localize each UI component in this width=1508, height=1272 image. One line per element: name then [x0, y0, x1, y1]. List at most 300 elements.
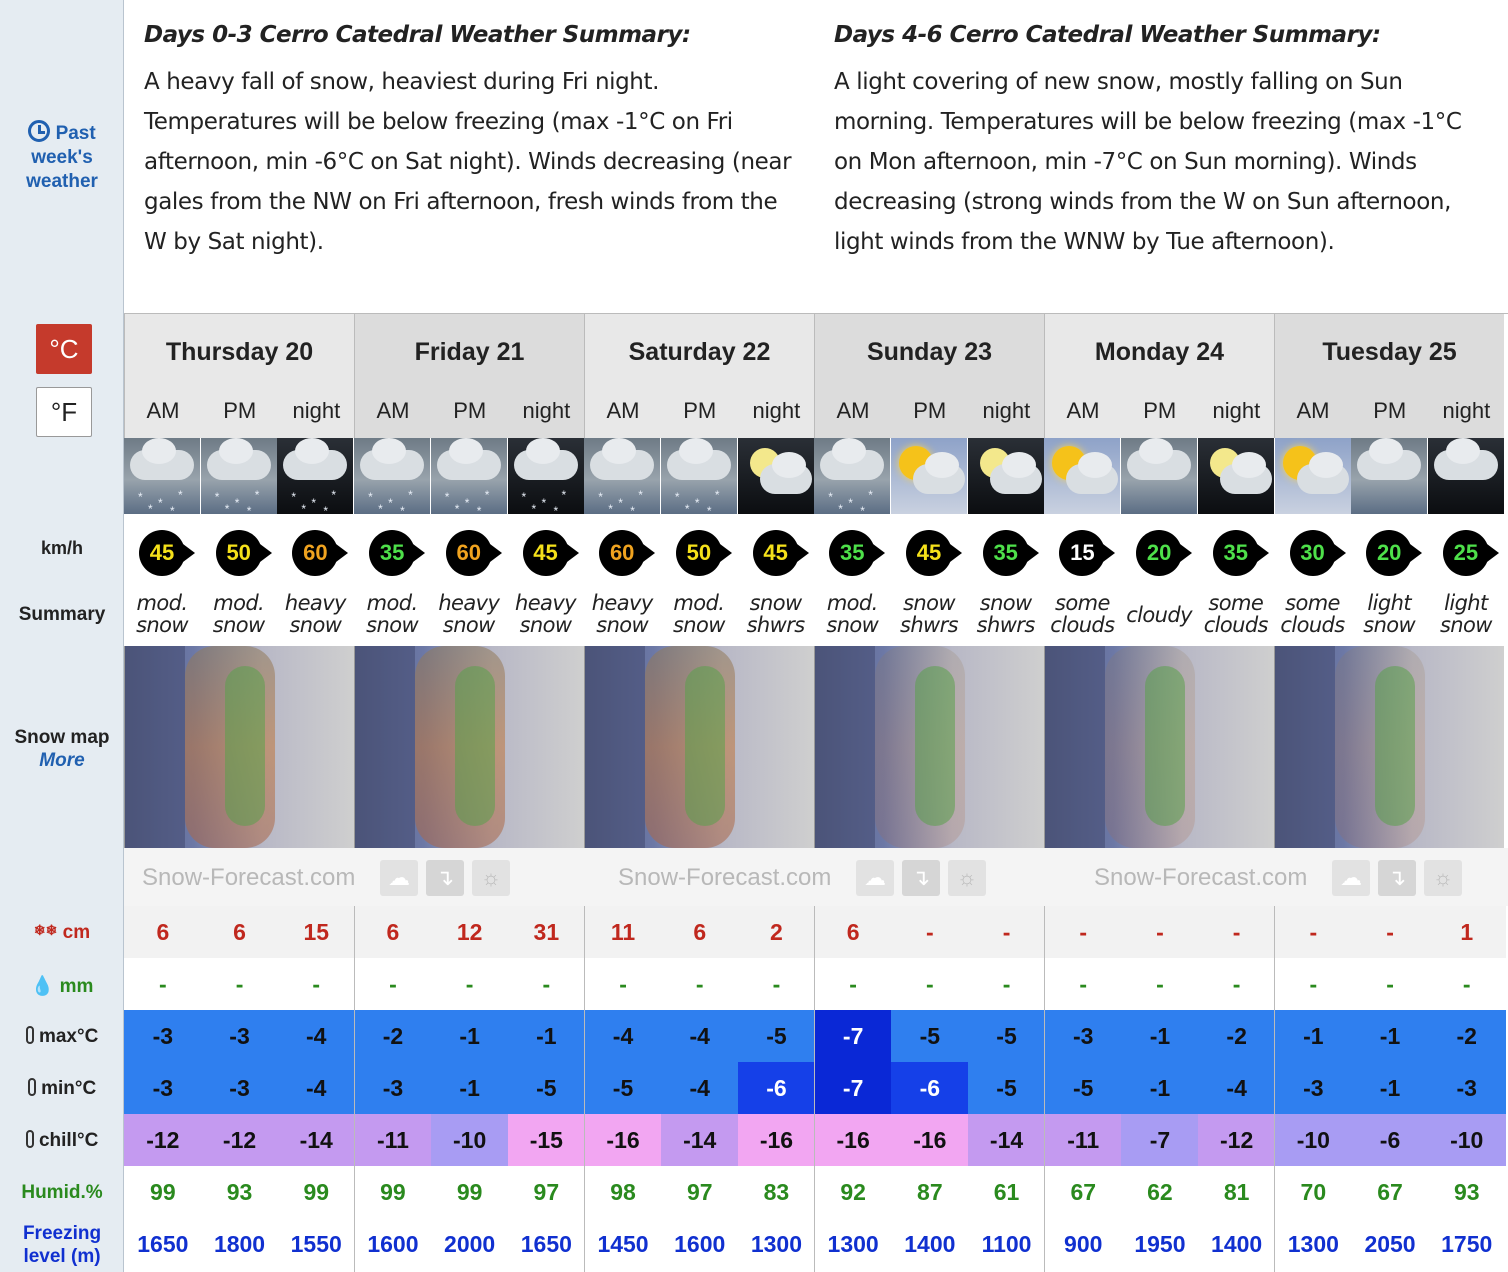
snow-map-image[interactable]: [354, 646, 584, 848]
freezing-level-cell: 1600: [354, 1218, 432, 1270]
snow-map-image[interactable]: [1274, 646, 1504, 848]
map-light-snow: [915, 666, 955, 826]
min-temp-label: min°C: [0, 1078, 124, 1100]
past-weeks-weather-link[interactable]: Past week's weather: [0, 120, 124, 194]
wind-indicator: [277, 522, 353, 584]
max-temp-cell: -2: [354, 1010, 432, 1062]
wind-speed-disc: 35: [983, 530, 1029, 576]
cloud-map-icon[interactable]: ☁: [380, 860, 418, 896]
humidity-cell: 67: [1351, 1166, 1429, 1218]
wind-indicator: [1351, 522, 1427, 584]
period-label: night: [1442, 398, 1491, 423]
map-footer: [1076, 848, 1508, 906]
map-light-snow: [685, 666, 725, 826]
snowflake-icon: *: [464, 496, 470, 510]
wind-indicator: [508, 522, 584, 584]
wind-speed-disc: 35: [829, 530, 875, 576]
freezing-level-cell: 1550: [277, 1218, 355, 1270]
freezing-level-cell: 1300: [814, 1218, 892, 1270]
weather-summary-text: [354, 592, 430, 636]
chill-temp-cell: -15: [508, 1114, 586, 1166]
summary-word: snow: [289, 613, 342, 637]
cloud-icon: [1220, 464, 1272, 494]
day-separator: [354, 906, 355, 1272]
day-name: Saturday 22: [628, 338, 771, 366]
period-label: night: [522, 398, 571, 423]
day-name: Friday 21: [414, 338, 525, 366]
map-light-snow: [1145, 666, 1185, 826]
rain-mm-cell: -: [508, 958, 586, 1010]
snowflake-icon: *: [541, 496, 547, 510]
snowflake-icon: *: [148, 502, 153, 516]
moon-cloud-icon: [738, 438, 814, 514]
snowflake-icon: *: [706, 504, 712, 518]
chill-temp-cell: -12: [124, 1114, 202, 1166]
cloud-icon: [283, 450, 347, 480]
chill-temp-cell: -10: [431, 1114, 509, 1166]
rain-mm-cell: -: [1198, 958, 1276, 1010]
humidity-cell: 83: [738, 1166, 816, 1218]
max-temp-cell: -4: [584, 1010, 662, 1062]
max-temp-cell: -7: [814, 1010, 892, 1062]
fahrenheit-button[interactable]: °F: [36, 387, 92, 437]
sun-cloud-icon: [1044, 438, 1120, 514]
rain-mm-cell: -: [277, 958, 355, 1010]
weather-summary-text: [584, 592, 660, 636]
chill-temp-cell: -12: [1198, 1114, 1276, 1166]
summary-word: snow: [903, 591, 955, 615]
wind-speed-disc: 45: [906, 530, 952, 576]
wind-speed-disc: 45: [139, 530, 185, 576]
weather-summary-text: [201, 592, 277, 636]
summary-word: cloudy: [1126, 603, 1192, 627]
period-label: AM: [146, 398, 180, 423]
max-temp-cell: -3: [1044, 1010, 1122, 1062]
temperature-map-icon[interactable]: ☼: [472, 860, 510, 896]
summary-word: snow: [136, 613, 188, 637]
snowflake-icon: *: [444, 490, 450, 504]
snow-cm-cell: -: [1198, 906, 1276, 958]
summary-word: clouds: [1203, 613, 1268, 637]
summary-word: some: [1208, 591, 1264, 615]
summary-word: some: [1055, 591, 1110, 615]
min-temp-cell: -1: [431, 1062, 509, 1114]
snowflake-icon: *: [598, 490, 603, 504]
snowflake-icon: *: [234, 496, 240, 510]
wind-indicator: [1121, 522, 1197, 584]
day-header: [1274, 314, 1504, 438]
sun-cloud-icon: [891, 438, 967, 514]
cloud-icon: [1121, 438, 1197, 514]
period-label: AM: [1296, 398, 1330, 423]
weather-summary-text: [1351, 592, 1427, 636]
summary-word: snow: [672, 613, 725, 637]
summary-text-left: A heavy fall of snow, heaviest during Fri night. Temperatures will be below freezing (max -1°C on Fri afternoon, min -6°C on Sat night). Winds decreasing (near gales from the NW on Fri afternoon, fresh winds from the W by Sat night).: [144, 69, 792, 255]
snowflake-icon: *: [170, 504, 175, 518]
humidity-cell: 62: [1121, 1166, 1199, 1218]
snowflake-icon: *: [521, 490, 527, 504]
humidity-cell: 93: [1428, 1166, 1506, 1218]
freezing-level-cell: 1300: [1275, 1218, 1353, 1270]
summary-word: shwrs: [899, 613, 958, 637]
snowflake-icon: *: [138, 490, 143, 504]
day-separator: [814, 906, 815, 1272]
wind-indicator: [891, 522, 967, 584]
freezing-level-cell: 1400: [891, 1218, 969, 1270]
summary-word: mod.: [366, 591, 418, 615]
map-ocean-shade: [1045, 646, 1105, 848]
cloud-icon: [1297, 464, 1349, 494]
snowflake-icon: *: [388, 496, 393, 510]
summary-word: snow: [826, 613, 879, 637]
snowflake-icon: *: [323, 504, 329, 518]
max-temp-cell: -1: [1351, 1010, 1429, 1062]
snowflake-icon: *: [311, 496, 317, 510]
wind-indicator: [584, 522, 660, 584]
day-header: [584, 314, 814, 438]
summary-word: light: [1444, 591, 1488, 615]
snowflake-icon: *: [291, 490, 297, 504]
snow-icon: [814, 438, 890, 518]
weather-summary-text: [1121, 604, 1197, 626]
snowflake-icon: *: [254, 488, 260, 502]
wind-indicator: [1428, 522, 1504, 584]
snow-cm-cell: -: [1351, 906, 1429, 958]
snowflake-icon: *: [838, 502, 843, 516]
snowflake-icon: *: [684, 502, 690, 516]
weather-summary-text: [124, 592, 200, 636]
wind-speed-disc: 20: [1366, 530, 1412, 576]
humidity-cell: 92: [814, 1166, 892, 1218]
freezing-level-label: Freezing level (m): [22, 1223, 102, 1267]
summary-word: some: [1285, 591, 1340, 615]
wind-indicator: [431, 522, 507, 584]
snow-icon: [124, 438, 200, 518]
clock-icon: [28, 120, 50, 142]
summary-days-0-3: [144, 22, 804, 262]
summary-word: snow: [442, 613, 495, 637]
map-ocean-shade: [815, 646, 875, 848]
weather-summary-text: [891, 592, 967, 636]
summary-title-right: Days 4-6 Cerro Catedral Weather Summary:: [834, 22, 1381, 48]
weather-summary-text: [508, 592, 584, 636]
rain-map-icon[interactable]: ↴: [902, 860, 940, 896]
max-temp-cell: -3: [201, 1010, 279, 1062]
snowflake-icon: *: [368, 490, 373, 504]
temperature-map-icon[interactable]: ☼: [948, 860, 986, 896]
min-temp-cell: -6: [738, 1062, 816, 1114]
map-footer: [600, 848, 1076, 906]
summary-word: snow: [979, 591, 1032, 615]
day-separator: [1274, 906, 1275, 1272]
chill-temp-cell: -14: [968, 1114, 1046, 1166]
snowflake-icon: *: [674, 490, 680, 504]
summary-word: mod.: [673, 591, 725, 615]
period-label: AM: [606, 398, 640, 423]
cloud-map-icon[interactable]: ☁: [1332, 860, 1370, 896]
weather-summary-text: [1428, 592, 1504, 636]
period-label: PM: [453, 398, 487, 423]
wind-speed-disc: 50: [216, 530, 262, 576]
snow-map-image[interactable]: [124, 646, 354, 848]
day-name: Thursday 20: [165, 338, 314, 366]
snow-cm-cell: 11: [584, 906, 662, 958]
max-temp-cell: -4: [661, 1010, 739, 1062]
day-name: Tuesday 25: [1322, 338, 1457, 366]
day-name: Sunday 23: [866, 338, 993, 366]
chill-temp-cell: -16: [891, 1114, 969, 1166]
snowflake-icon: *: [694, 496, 700, 510]
freezing-level-cell: 1300: [738, 1218, 816, 1270]
snowflake-icon: *: [246, 504, 252, 518]
snow-cm-cell: -: [968, 906, 1046, 958]
max-temp-cell: -4: [277, 1010, 355, 1062]
humidity-cell: 99: [354, 1166, 432, 1218]
map-light-snow: [455, 666, 495, 826]
humidity-cell: 99: [277, 1166, 355, 1218]
snowflake-icon: *: [714, 488, 720, 502]
wind-indicator: [124, 522, 200, 584]
raindrop-icon: 💧: [30, 976, 55, 997]
rain-mm-cell: -: [1428, 958, 1506, 1010]
max-temp-label: max°C: [0, 1026, 124, 1048]
snowflake-icon: *: [860, 504, 865, 518]
snowflake-icon: *: [476, 504, 482, 518]
rain-mm-cell: -: [814, 958, 892, 1010]
period-label: AM: [376, 398, 410, 423]
period-label: PM: [1373, 398, 1407, 423]
min-temp-cell: -5: [584, 1062, 662, 1114]
snowflake-icon: *: [848, 496, 853, 510]
min-temp-cell: -4: [277, 1062, 355, 1114]
chill-temp-cell: -16: [814, 1114, 892, 1166]
max-temp-cell: -3: [124, 1010, 202, 1062]
snow-icon: [354, 438, 430, 518]
freezing-level-cell: 1950: [1121, 1218, 1199, 1270]
period-label: AM: [1066, 398, 1100, 423]
snowflake-icon: *: [638, 488, 643, 502]
sun-cloud-icon: [1275, 438, 1351, 514]
rain-map-icon[interactable]: ↴: [1378, 860, 1416, 896]
snow-cm-cell: 15: [277, 906, 355, 958]
chill-temp-label: chill°C: [0, 1130, 124, 1152]
thermometer-icon: [26, 1026, 34, 1044]
cloud-icon: [1351, 438, 1427, 514]
cloud-icon: [1434, 450, 1498, 480]
snowflake-icon: *: [618, 496, 623, 510]
snow-forecast-logo: Snow-Forecast.com: [1094, 864, 1308, 891]
rain-row-label: 💧 mm: [30, 976, 94, 997]
forecast-main: [124, 0, 1508, 1272]
period-label: night: [752, 398, 801, 423]
moon-cloud-icon: [1198, 438, 1274, 514]
wind-speed-disc: 45: [753, 530, 799, 576]
summary-word: clouds: [1280, 613, 1345, 637]
map-light-snow: [1375, 666, 1415, 826]
humidity-cell: 93: [201, 1166, 279, 1218]
summary-days-4-6: [834, 22, 1494, 262]
moon-cloud-icon: [968, 438, 1044, 514]
cloud-icon: [760, 464, 812, 494]
summary-word: shwrs: [976, 613, 1035, 637]
cloud-icon: [990, 464, 1042, 494]
period-label: night: [1212, 398, 1261, 423]
min-temp-cell: -4: [1198, 1062, 1276, 1114]
min-temp-cell: -4: [661, 1062, 739, 1114]
snowflake-icon: *: [224, 502, 230, 516]
snow-icon: [201, 438, 277, 518]
rain-map-icon[interactable]: ↴: [426, 860, 464, 896]
snowflake-icon: *: [378, 502, 383, 516]
chill-temp-cell: -14: [277, 1114, 355, 1166]
snow-cm-cell: 6: [124, 906, 202, 958]
min-temp-cell: -3: [1428, 1062, 1506, 1114]
summary-word: snow: [596, 613, 649, 637]
snowflake-icon: *: [454, 502, 460, 516]
period-label: night: [292, 398, 341, 423]
summary-word: light: [1367, 591, 1411, 615]
cloud-icon: [667, 450, 731, 480]
wind-indicator: [661, 522, 737, 584]
humidity-cell: 81: [1198, 1166, 1276, 1218]
freezing-level-cell: 2050: [1351, 1218, 1429, 1270]
snowflake-icon: *: [158, 496, 163, 510]
max-temp-cell: -1: [508, 1010, 586, 1062]
night-snow-icon: [508, 438, 584, 518]
cloud-icon: [514, 450, 578, 480]
summary-word: mod.: [136, 591, 188, 615]
snow-map-image[interactable]: [584, 646, 814, 848]
night-snow-icon: [277, 438, 353, 518]
wind-speed-disc: 60: [446, 530, 492, 576]
wind-speed-disc: 60: [292, 530, 338, 576]
wind-speed-disc: 25: [1443, 530, 1489, 576]
weather-summary-text: [968, 592, 1044, 636]
chill-temp-cell: -16: [584, 1114, 662, 1166]
weather-summary-text: [1275, 592, 1351, 636]
summary-word: heavy: [591, 591, 653, 615]
snow-cm-cell: 6: [661, 906, 739, 958]
wind-indicator: [201, 522, 277, 584]
snowflake-icon: ❄❄: [33, 922, 58, 938]
chill-temp-cell: -11: [1044, 1114, 1122, 1166]
snow-cm-cell: -: [1275, 906, 1353, 958]
day-separator: [1044, 906, 1045, 1272]
day-name: Monday 24: [1094, 338, 1225, 366]
freezing-level-cell: 1450: [584, 1218, 662, 1270]
snow-cm-cell: 6: [814, 906, 892, 958]
day-header: [1044, 314, 1274, 438]
freezing-level-cell: 1800: [201, 1218, 279, 1270]
snow-cm-cell: 1: [1428, 906, 1506, 958]
weather-summary-text: [738, 592, 814, 636]
rain-mm-cell: -: [1121, 958, 1199, 1010]
map-ocean-shade: [1275, 646, 1335, 848]
summary-word: shwrs: [746, 613, 805, 637]
max-temp-cell: -2: [1198, 1010, 1276, 1062]
wind-indicator: [1198, 522, 1274, 584]
min-temp-cell: -3: [124, 1062, 202, 1114]
chill-temp-cell: -12: [201, 1114, 279, 1166]
chill-temp-cell: -14: [661, 1114, 739, 1166]
snow-cm-cell: 31: [508, 906, 586, 958]
summary-label: Summary: [18, 604, 106, 625]
snow-icon: [431, 438, 507, 518]
freezing-level-cell: 1400: [1198, 1218, 1276, 1270]
snow-cm-cell: 12: [431, 906, 509, 958]
wind-speed-disc: 45: [523, 530, 569, 576]
cloud-icon: [360, 450, 424, 480]
chill-temp-cell: -6: [1351, 1114, 1429, 1166]
summary-word: snow: [519, 613, 572, 637]
max-temp-cell: -5: [738, 1010, 816, 1062]
humidity-cell: 99: [124, 1166, 202, 1218]
snowflake-icon: *: [561, 488, 567, 502]
freezing-level-cell: 1650: [124, 1218, 202, 1270]
snowflake-icon: *: [331, 488, 337, 502]
snowflake-icon: *: [531, 502, 537, 516]
period-label: PM: [223, 398, 257, 423]
wind-unit-label: km/h: [40, 538, 83, 558]
thermometer-icon: [28, 1078, 36, 1096]
summary-word: snow: [212, 613, 265, 637]
sidebar: [0, 0, 124, 1272]
snow-cm-cell: 6: [201, 906, 279, 958]
snow-forecast-logo: Snow-Forecast.com: [142, 864, 356, 891]
wind-speed-disc: 35: [1213, 530, 1259, 576]
freezing-level-cell: 1100: [968, 1218, 1046, 1270]
summary-word: heavy: [438, 591, 500, 615]
humidity-cell: 67: [1044, 1166, 1122, 1218]
humidity-cell: 70: [1275, 1166, 1353, 1218]
temperature-map-icon[interactable]: ☼: [1424, 860, 1462, 896]
wind-speed-disc: 20: [1136, 530, 1182, 576]
period-label: night: [982, 398, 1031, 423]
rain-mm-cell: -: [584, 958, 662, 1010]
snow-map-image[interactable]: [1044, 646, 1274, 848]
weather-summary-text: [277, 592, 353, 636]
snow-icon: [661, 438, 737, 518]
max-temp-cell: -5: [968, 1010, 1046, 1062]
celsius-button[interactable]: °C: [36, 324, 92, 374]
rain-mm-cell: -: [661, 958, 739, 1010]
chill-temp-cell: -10: [1275, 1114, 1353, 1166]
weather-summary-text: [431, 592, 507, 636]
summary-word: heavy: [284, 591, 346, 615]
period-label: PM: [683, 398, 717, 423]
min-temp-cell: -7: [814, 1062, 892, 1114]
snowflake-icon: *: [630, 504, 635, 518]
snow-map-image[interactable]: [814, 646, 1044, 848]
min-temp-cell: -1: [1121, 1062, 1199, 1114]
day-header: [124, 314, 354, 438]
snow-map-more-link[interactable]: More: [39, 750, 85, 771]
max-temp-cell: -1: [1121, 1010, 1199, 1062]
wind-speed-disc: 50: [676, 530, 722, 576]
period-label: PM: [1143, 398, 1177, 423]
cloud-icon: [820, 450, 884, 480]
weather-summary-text: [1198, 592, 1274, 636]
summary-word: heavy: [515, 591, 576, 615]
weather-summary-text: [1044, 592, 1120, 636]
rain-mm-cell: -: [1044, 958, 1122, 1010]
rain-mm-cell: -: [201, 958, 279, 1010]
rain-mm-cell: -: [124, 958, 202, 1010]
freezing-level-cell: 2000: [431, 1218, 509, 1270]
map-ocean-shade: [585, 646, 645, 848]
summary-word: snow: [366, 613, 419, 637]
cloud-map-icon[interactable]: ☁: [856, 860, 894, 896]
